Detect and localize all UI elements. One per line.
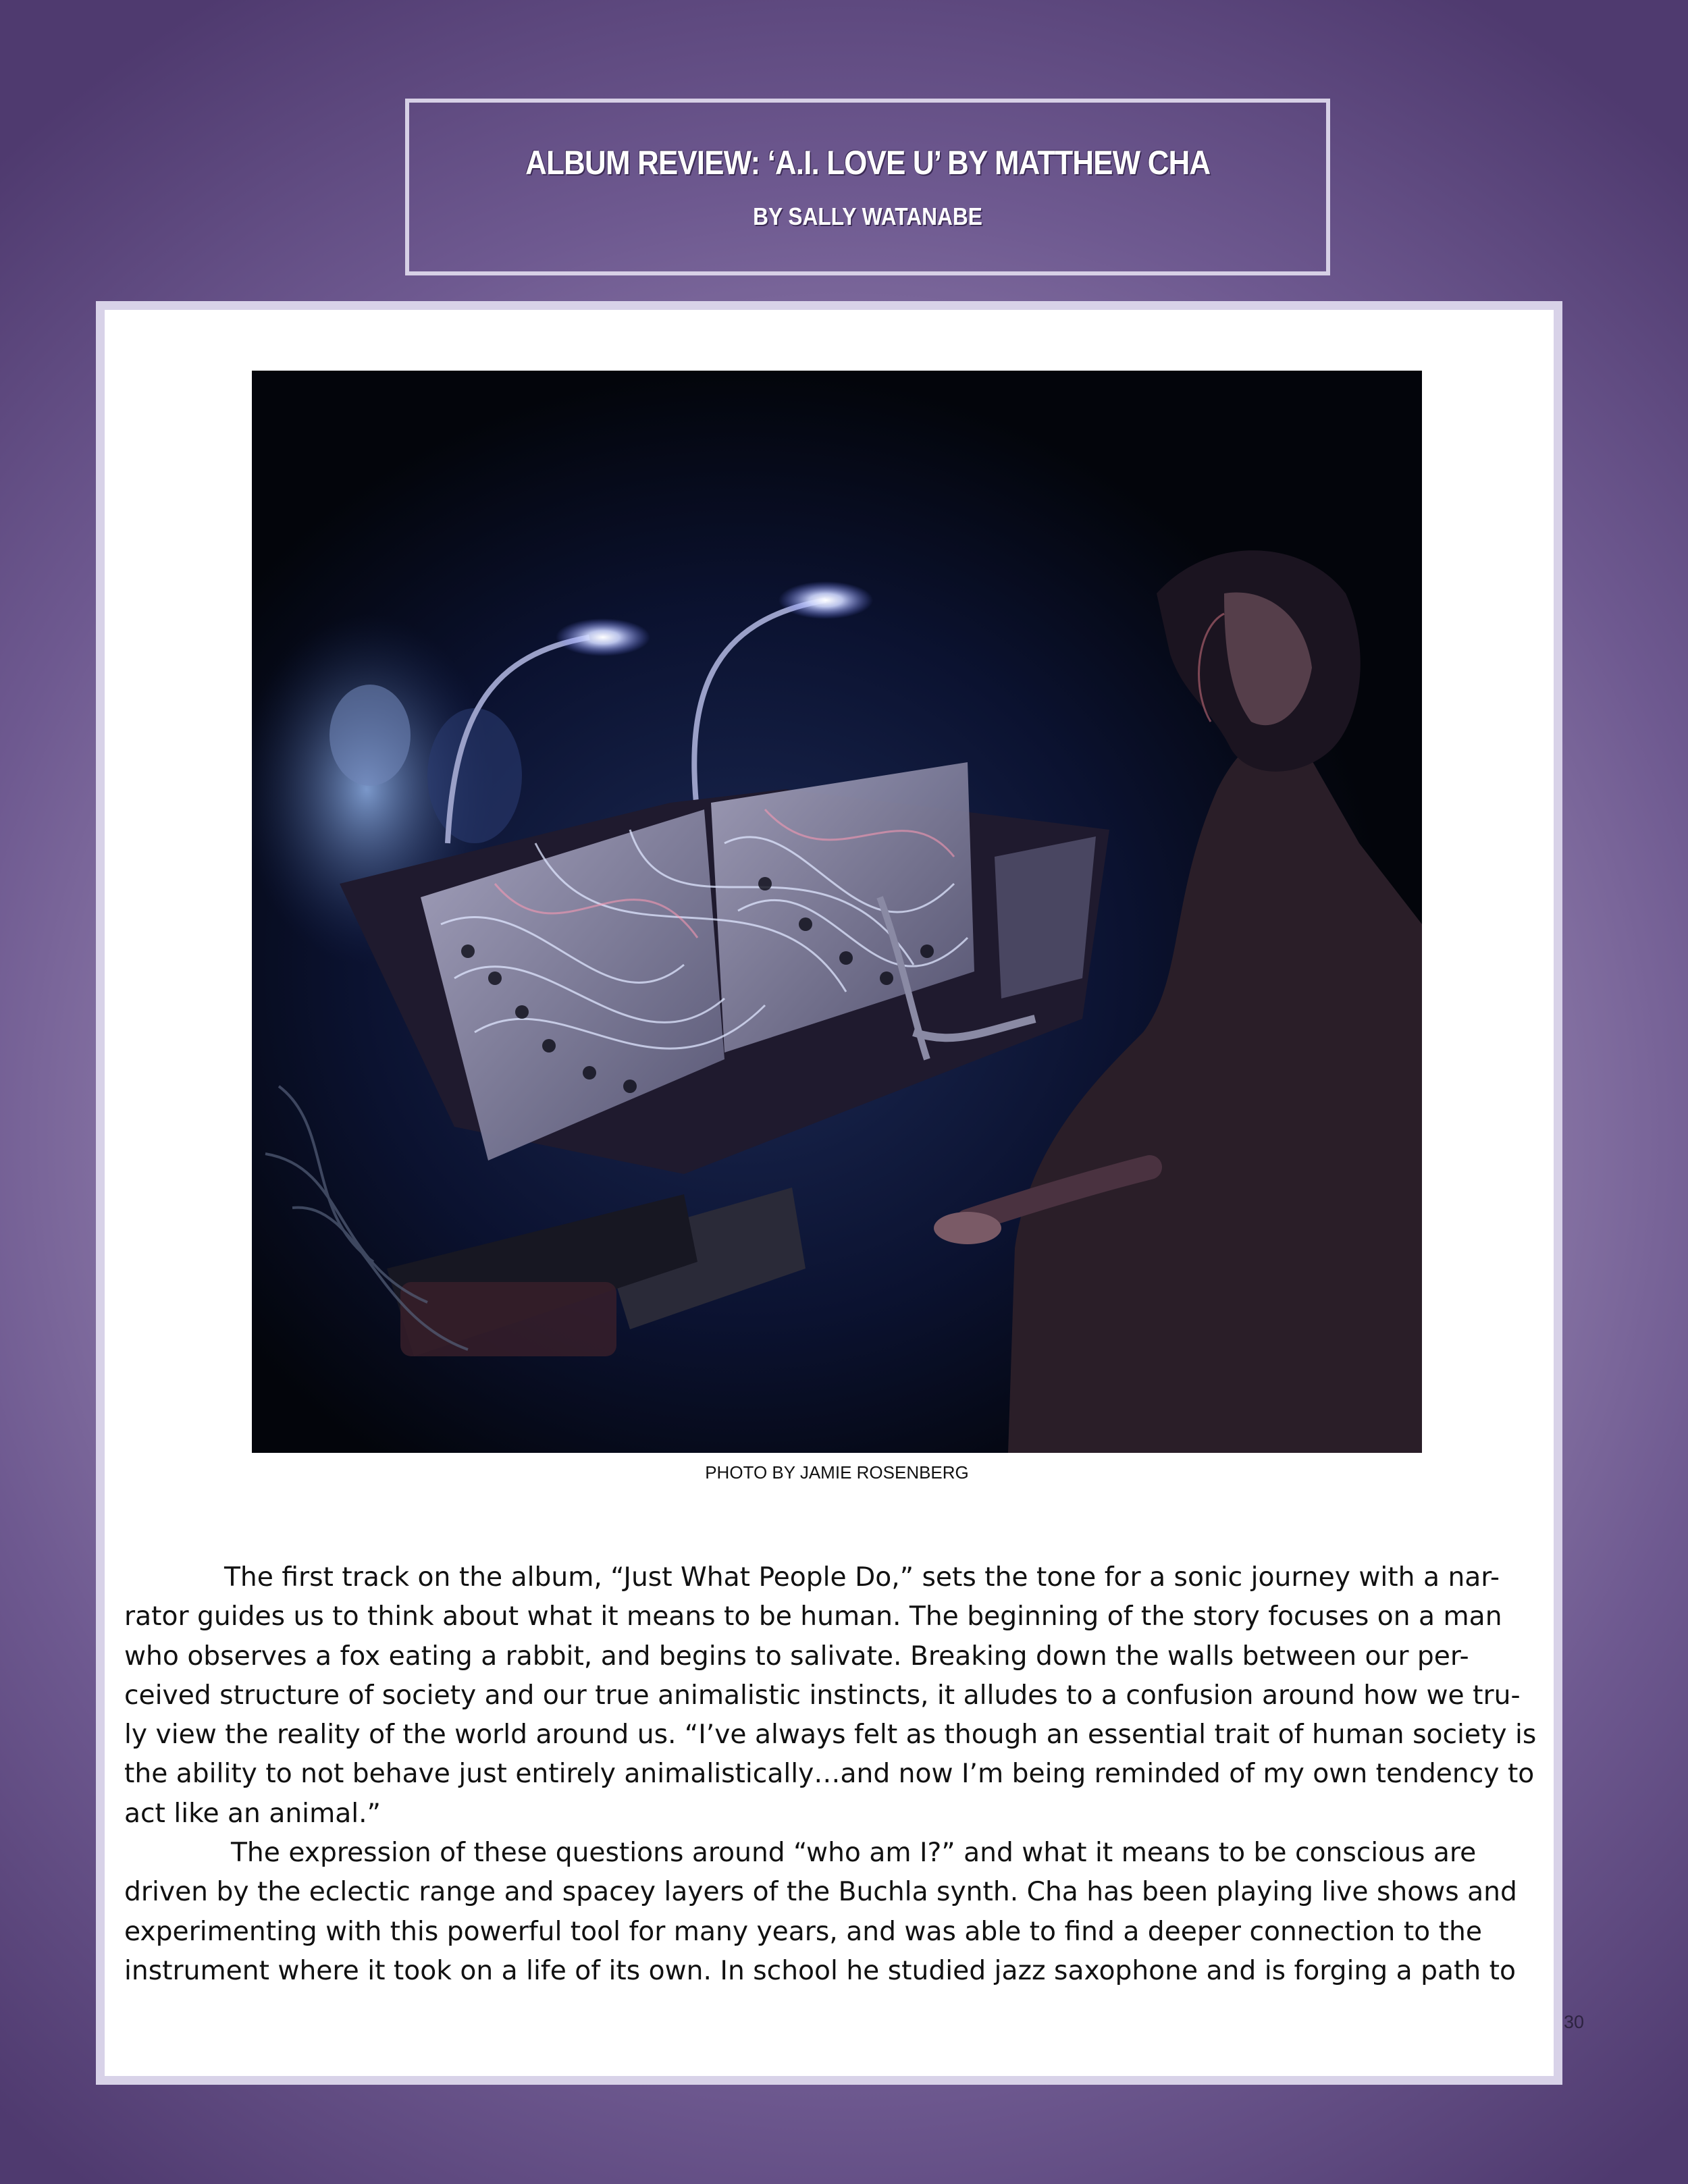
article-line: rator guides us to think about what it means to be human. The beginning of the story focuses on a man — [124, 1601, 1502, 1632]
article-line: act like an animal.” — [124, 1798, 381, 1829]
article-line: who observes a fox eating a rabbit, and begins to salivate. Breaking down the walls between our per- — [124, 1641, 1469, 1672]
article-title: ALBUM REVIEW: ‘A.I. LOVE U’ BY MATTHEW CHA — [525, 144, 1211, 182]
article-line: The expression of these questions around “who am I?” and what it means to be conscious are — [231, 1838, 1477, 1869]
photo-caption: PHOTO BY JAMIE ROSENBERG — [705, 1462, 969, 1483]
article-line: instrument where it took on a life of its own. In school he studied jazz saxophone and is forging a path to — [124, 1955, 1516, 1986]
article-line: The first track on the album, “Just What People Do,” sets the tone for a sonic journey with a nar- — [224, 1562, 1500, 1593]
article-line: the ability to not behave just entirely animalistically…and now I’m being reminded of my own tendency to — [124, 1759, 1535, 1790]
page-number: 30 — [1564, 2012, 1585, 2032]
article-byline: BY SALLY WATANABE — [753, 203, 982, 230]
article-body — [124, 1558, 1542, 1991]
article-line: experimenting with this powerful tool for many years, and was able to find a deeper connection to the — [124, 1916, 1482, 1947]
synth-performance-illustration — [252, 371, 1422, 1453]
article-line: ceived structure of society and our true animalistic instincts, it alludes to a confusion around how we tru- — [124, 1680, 1521, 1711]
title-box — [405, 99, 1330, 275]
article-line: ly view the reality of the world around us. “I’ve always felt as though an essential trait of human society is — [124, 1720, 1537, 1751]
article-line: driven by the eclectic range and spacey layers of the Buchla synth. Cha has been playing live shows and — [124, 1877, 1517, 1908]
article-photo — [252, 371, 1422, 1453]
